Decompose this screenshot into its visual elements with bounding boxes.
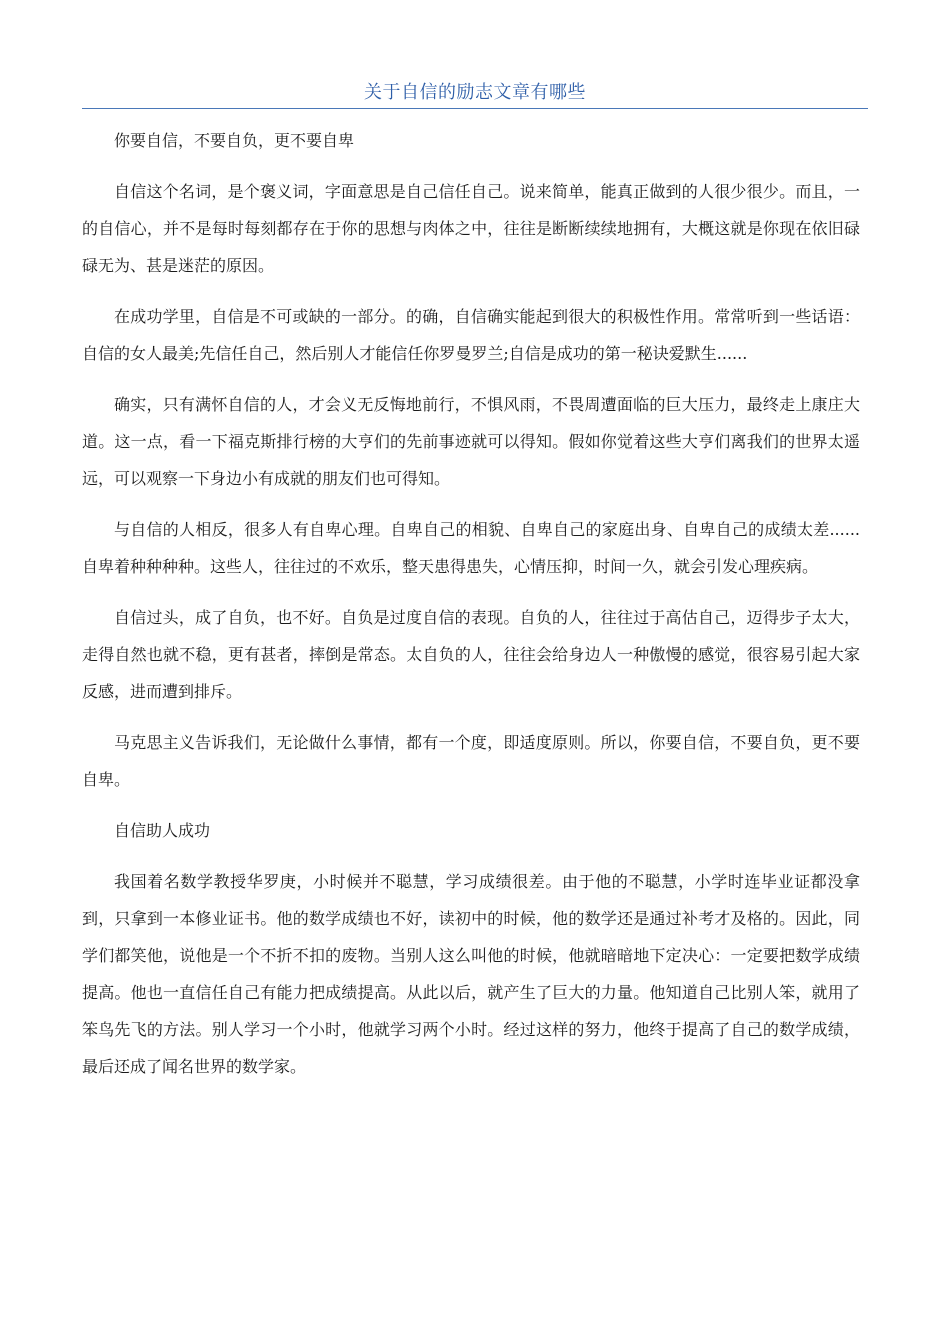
section-heading: 你要自信，不要自负，更不要自卑	[114, 131, 355, 150]
paragraph: 马克思主义告诉我们，无论做什么事情，都有一个度，即适度原则。所以，你要自信，不要自负，更不要自卑。	[82, 733, 860, 789]
section-heading: 自信助人成功	[114, 821, 211, 840]
paragraph: 与自信的人相反，很多人有自卑心理。自卑自己的相貌、自卑自己的家庭出身、自卑自己的成绩太差......自卑着种种种种。这些人，往往过的不欢乐，整天患得患失，心情压抑，时间一久，就会引发心理疾病。	[82, 520, 860, 576]
page-title: 关于自信的励志文章有哪些	[364, 82, 586, 103]
paragraph: 在成功学里，自信是不可或缺的一部分。的确，自信确实能起到很大的积极性作用。常常听到一些话语：自信的女人最美;先信任自己，然后别人才能信任你罗曼罗兰;自信是成功的第一秘诀爱默生......	[82, 307, 860, 363]
document-body	[82, 122, 860, 1099]
paragraph: 我国着名数学教授华罗庚，小时候并不聪慧，学习成绩很差。由于他的不聪慧，小学时连毕业证都没拿到，只拿到一本修业证书。他的数学成绩也不好，读初中的时候，他的数学还是通过补考才及格的。因此，同学们都笑他，说他是一个不折不扣的废物。当别人这么叫他的时候，他就暗暗地下定决心：一定要把数学成绩提高。他也一直信任自己有能力把成绩提高。从此以后，就产生了巨大的力量。他知道自己比别人笨，就用了笨鸟先飞的方法。别人学习一个小时，他就学习两个小时。经过这样的努力，他终于提高了自己的数学成绩，最后还成了闻名世界的数学家。	[82, 872, 860, 1076]
page-header	[82, 80, 868, 109]
paragraph: 自信过头，成了自负，也不好。自负是过度自信的表现。自负的人，往往过于高估自己，迈得步子太大，走得自然也就不稳，更有甚者，摔倒是常态。太自负的人，往往会给身边人一种傲慢的感觉，很容易引起大家反感，进而遭到排斥。	[82, 608, 860, 701]
paragraph: 确实，只有满怀自信的人，才会义无反悔地前行，不惧风雨，不畏周遭面临的巨大压力，最终走上康庄大道。这一点，看一下福克斯排行榜的大亨们的先前事迹就可以得知。假如你觉着这些大亨们离我们的世界太遥远，可以观察一下身边小有成就的朋友们也可得知。	[82, 395, 860, 488]
paragraph: 自信这个名词，是个褒义词，字面意思是自己信任自己。说来简单，能真正做到的人很少很少。而且，一的自信心，并不是每时每刻都存在于你的思想与肉体之中，往往是断断续续地拥有，大概这就是你现在依旧碌碌无为、甚是迷茫的原因。	[82, 182, 860, 275]
